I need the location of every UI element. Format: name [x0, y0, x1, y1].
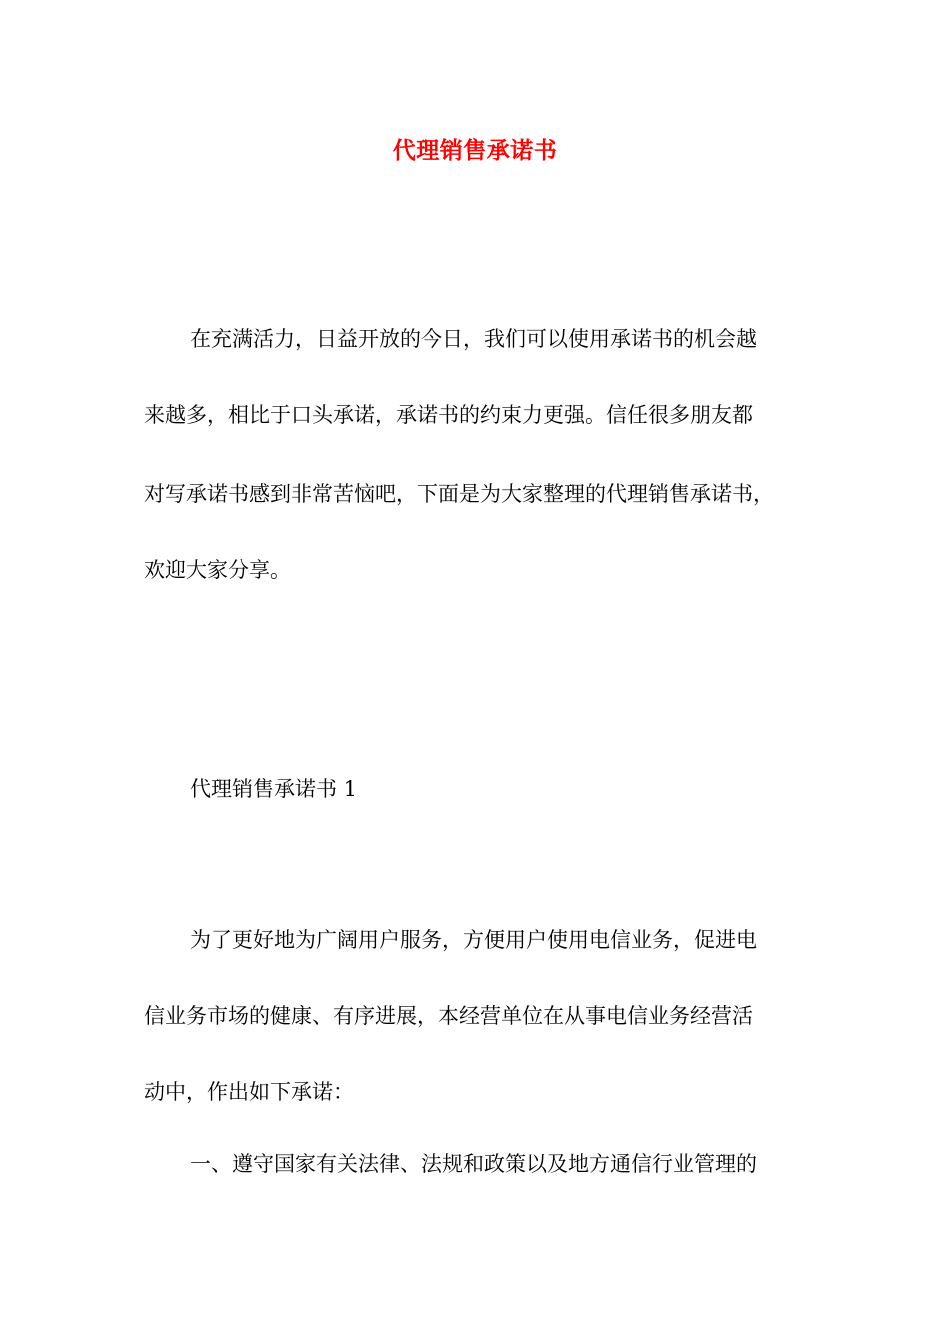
section-heading: 代理销售承诺书 1	[190, 777, 358, 801]
body-line-4: 一、遵守国家有关法律、法规和政策以及地方通信行业管理的	[190, 1152, 757, 1176]
intro-line-3: 对写承诺书感到非常苦恼吧，下面是为大家整理的代理销售承诺书，	[144, 482, 774, 506]
intro-line-1: 在充满活力，日益开放的今日，我们可以使用承诺书的机会越	[190, 327, 757, 351]
body-line-2: 信业务市场的健康、有序进展，本经营单位在从事电信业务经营活	[144, 1004, 753, 1028]
intro-line-4: 欢迎大家分享。	[144, 558, 291, 582]
document-title: 代理销售承诺书	[392, 137, 558, 164]
body-line-3: 动中，作出如下承诺：	[144, 1080, 354, 1104]
body-line-1: 为了更好地为广阔用户服务，方便用户使用电信业务，促进电	[190, 928, 757, 952]
intro-line-2: 来越多，相比于口头承诺，承诺书的约束力更强。信任很多朋友都	[144, 403, 753, 427]
